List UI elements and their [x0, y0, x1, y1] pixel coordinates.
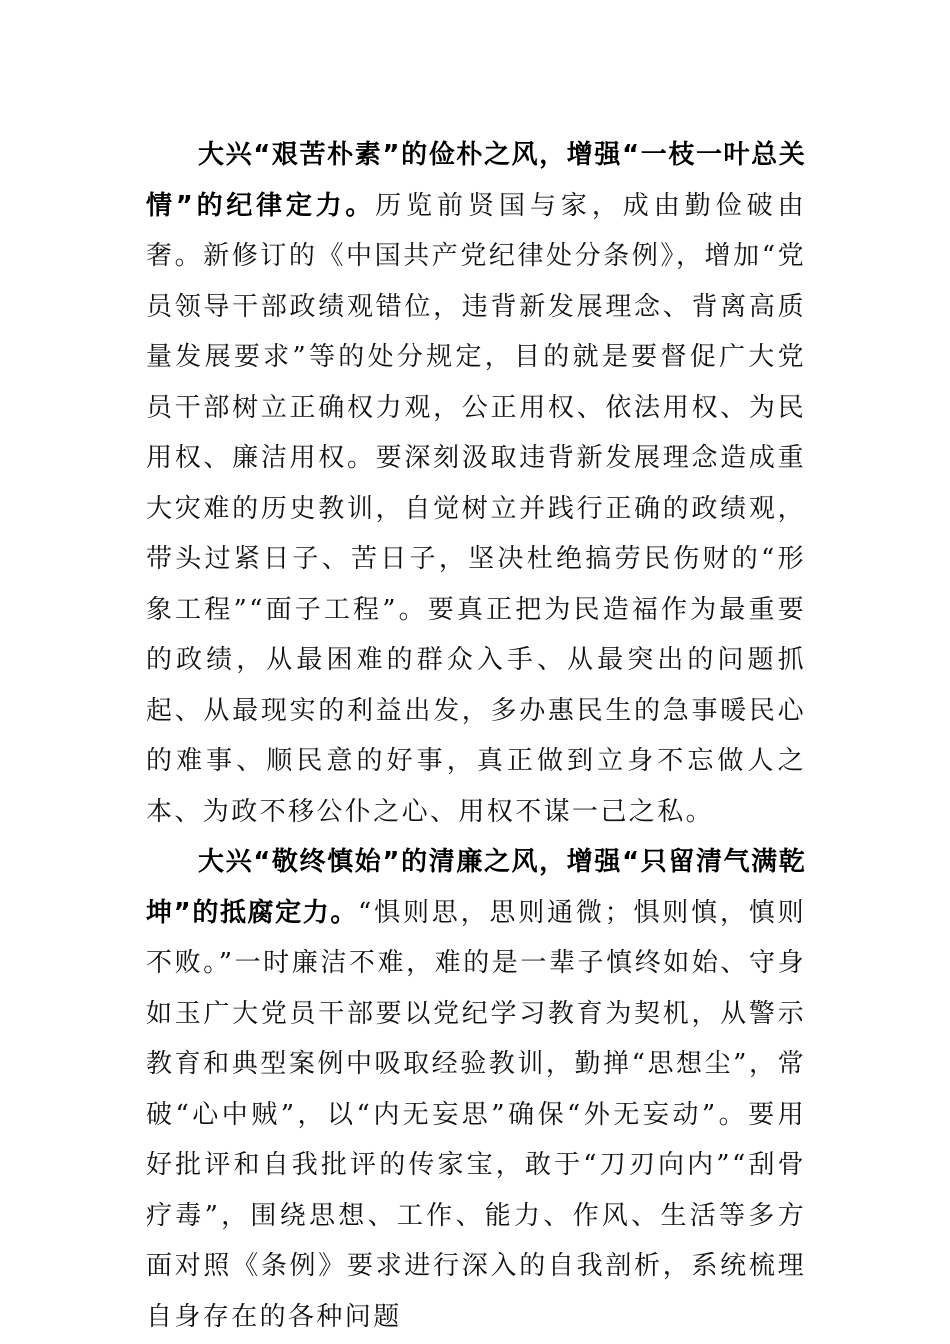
paragraph-heading: 大兴“艰苦朴素”的俭朴之风，增强“一枝一叶总关情”的纪律定力。 — [146, 140, 806, 221]
paragraph-frugality — [146, 130, 806, 837]
document-body — [146, 130, 806, 1342]
paragraph-text: “惧则思，思则通微；惧则慎，慎则不败。”一时廉洁不难，难的是一辈子慎终如始、守身如玉广大党员干部要以党纪学习教育为契机，从警示教育和典型案例中吸取经验教训，勤掸“思想尘”，常破“心中贼”，以“内无妄思”确保“外无妄动”。要用好批评和自我批评的传家宝，敢于“刀刃向内”“刮骨疗毒”，围绕思想、工作、能力、作风、生活等多方面对照《条例》要求进行深入的自我剖析，系统梳理自身存在的各种问题 — [146, 897, 806, 1332]
paragraph-integrity — [146, 837, 806, 1342]
paragraph-heading: 大兴“敬终慎始”的清廉之风，增强“只留清气满乾坤”的抵腐定力。 — [146, 847, 806, 928]
paragraph-text: 历览前贤国与家，成由勤俭破由奢。新修订的《中国共产党纪律处分条例》，增加“党员领导干部政绩观错位，违背新发展理念、背离高质量发展要求”等的处分规定，目的就是要督促广大党员干部树立正确权力观，公正用权、依法用权、为民用权、廉洁用权。要深刻汲取违背新发展理念造成重大灾难的历史教训，自觉树立并践行正确的政绩观，带头过紧日子、苦日子，坚决杜绝搞劳民伤财的“形象工程”“面子工程”。要真正把为民造福作为最重要的政绩，从最困难的群众入手、从最突出的问题抓起、从最现实的利益出发，多办惠民生的急事暖民心的难事、顺民意的好事，真正做到立身不忘做人之本、为政不移公仆之心、用权不谋一己之私。 — [146, 190, 806, 827]
